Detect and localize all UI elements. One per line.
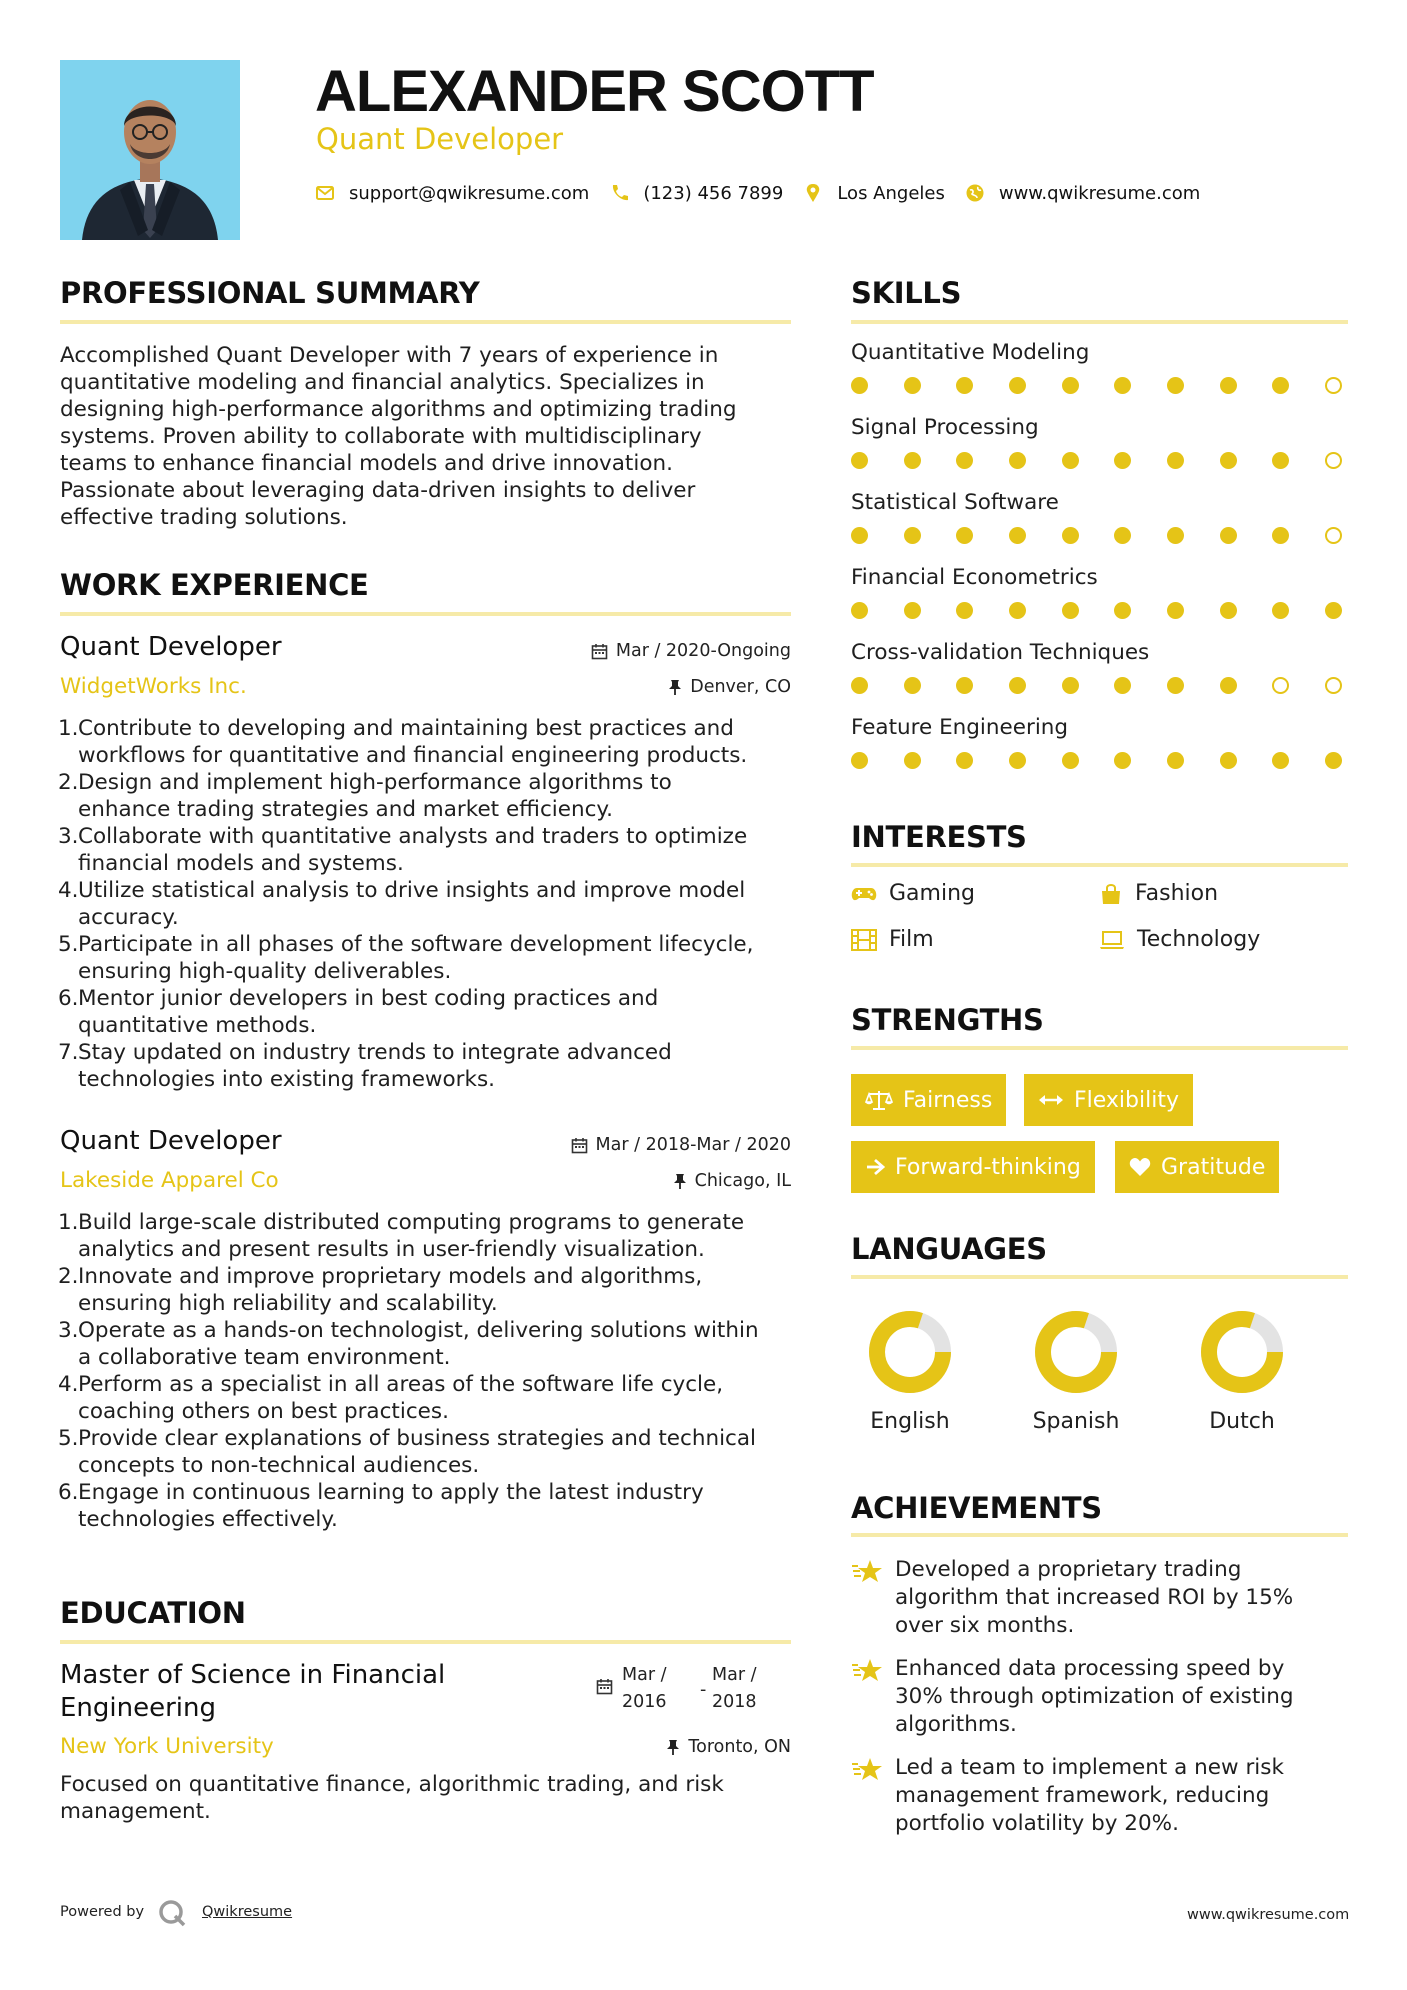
skills-heading: SKILLS [851,276,962,310]
rating-dot-filled [1220,677,1237,694]
edu-end-date [712,1662,757,1716]
candidate-name: ALEXANDER SCOTT [315,59,874,124]
rating-dot-filled [1167,752,1184,769]
strength-flexibility [1024,1074,1193,1126]
languages-list [851,1300,1348,1450]
star-award-icon [851,1558,883,1584]
achievement-item [851,1754,1348,1838]
job-bullets [60,1209,800,1533]
list-item: 6. Engage in continuous learning to apply the latest industry technologies effectively. [58,1480,704,1532]
achievements-heading: ACHIEVEMENTS [851,1491,1102,1525]
job-dates [491,641,791,661]
contact-location-text: Los Angeles [837,182,945,204]
calendar-icon [596,1678,613,1695]
rating-dot-filled [851,677,868,694]
contact-bar [315,178,1265,208]
degree-line: Master of Science in Financial [60,1660,446,1690]
globe-icon [965,183,985,203]
skill-name: Quantitative Modeling [851,340,1090,365]
achievement-line: portfolio volatility by 20%. [895,1811,1179,1836]
phone-icon [609,183,629,203]
rating-dot-filled [1009,452,1026,469]
rating-dot-filled [851,377,868,394]
job-location [491,677,791,697]
rating-dot-empty [1325,452,1342,469]
rating-dot-filled [956,752,973,769]
interests-rule [851,863,1348,867]
rating-dot-empty [1325,527,1342,544]
list-item: 5. Provide clear explanations of business strategies and technical concepts to non-technical audiences. [58,1426,757,1478]
language-name: English [870,1409,950,1434]
arrows-horizontal-icon [1038,1092,1064,1108]
list-item: 1. Contribute to developing and maintaining best practices and workflows for quantitative and financial engineering products. [58,716,748,768]
rating-dot-filled [851,527,868,544]
calendar-icon [571,1137,588,1154]
interest-label: Film [889,927,934,952]
rating-dot-filled [904,602,921,619]
achievement-line: 30% through optimization of existing [895,1684,1294,1709]
rating-dot-filled [1114,752,1131,769]
pushpin-icon [666,1739,680,1756]
achievement-line: Led a team to implement a new risk [895,1755,1284,1780]
list-item: 3. Operate as a hands-on technologist, delivering solutions within a collaborative team environment. [58,1318,759,1370]
laptop-icon [1099,930,1125,950]
rating-dot-filled [851,752,868,769]
skill-row [851,490,1342,544]
job-location [491,1171,791,1191]
list-item: 4. Utilize statistical analysis to drive insights and improve model accuracy. [58,878,746,930]
education-desc [60,1771,800,1825]
summary-line: systems. Proven ability to collaborate with multidisciplinary [60,424,702,449]
summary-line: designing high-performance algorithms and optimizing trading [60,397,737,422]
footer-website-link[interactable]: www.qwikresume.com [1187,1907,1350,1923]
edu-location-text: Toronto, ON [688,1737,791,1757]
date-separator: - [700,1680,707,1700]
achievement-line: over six months. [895,1613,1075,1638]
powered-by-label: Powered by [60,1904,145,1920]
contact-phone[interactable] [609,183,783,204]
job-dates [491,1135,791,1155]
rating-dot-filled [1114,377,1131,394]
rating-dot-filled [1220,377,1237,394]
edu-end-year: 2018 [712,1692,757,1712]
degree-title [60,1659,445,1725]
rating-dot-empty [1272,677,1289,694]
rating-dot-filled [1272,752,1289,769]
rating-dot-filled [1272,377,1289,394]
contact-email-text: support@qwikresume.com [349,182,590,204]
list-item: 6. Mentor junior developers in best coding practices and quantitative methods. [58,986,659,1038]
language-name: Spanish [1032,1409,1120,1434]
rating-dot-filled [904,377,921,394]
skill-row [851,640,1342,694]
interest-technology [1099,927,1260,952]
strength-label: Fairness [903,1087,993,1113]
summary-line: quantitative modeling and financial analytics. Specializes in [60,370,705,395]
job-dates-text: Mar / 2020-Ongoing [615,641,791,661]
job-dates-text: Mar / 2018-Mar / 2020 [595,1135,791,1155]
skill-rating [851,377,1342,394]
edu-end-month: Mar / [712,1665,757,1685]
summary-line: Accomplished Quant Developer with 7 years of experience in [60,343,719,368]
pushpin-icon [668,679,682,696]
list-item: 2. Innovate and improve proprietary models and algorithms, ensuring high reliability and scalability. [58,1264,703,1316]
achievements-rule [851,1533,1348,1537]
rating-dot-filled [1220,752,1237,769]
language-ring [1034,1310,1118,1394]
interests-heading: INTERESTS [851,820,1027,854]
contact-location [803,183,945,204]
balance-scale-icon [865,1089,893,1111]
rating-dot-filled [1325,602,1342,619]
summary-line: teams to enhance financial models and drive innovation. [60,451,673,476]
languages-rule [851,1275,1348,1279]
list-item: 3. Collaborate with quantitative analysts and traders to optimize financial models and systems. [58,824,748,876]
envelope-icon [315,183,335,203]
map-pin-icon [803,183,823,203]
rating-dot-empty [1325,677,1342,694]
rating-dot-filled [851,602,868,619]
work-heading: WORK EXPERIENCE [60,568,369,602]
rating-dot-filled [1062,602,1079,619]
strengths-heading: STRENGTHS [851,1003,1044,1037]
strength-label: Forward-thinking [895,1154,1081,1180]
summary-line: Passionate about leveraging data-driven insights to deliver [60,478,696,503]
job-location-text: Chicago, IL [694,1171,791,1191]
job-company: WidgetWorks Inc. [60,674,247,699]
rating-dot-filled [1167,602,1184,619]
gamepad-icon [851,884,877,904]
rating-dot-filled [1114,452,1131,469]
rating-dot-filled [1167,677,1184,694]
summary-heading: PROFESSIONAL SUMMARY [60,276,480,310]
rating-dot-filled [1272,527,1289,544]
skill-rating [851,527,1342,544]
skill-rating [851,602,1342,619]
languages-heading: LANGUAGES [851,1232,1047,1266]
skills-rule [851,320,1348,324]
arrow-right-icon [865,1158,885,1176]
job-title: Quant Developer [60,1126,282,1156]
rating-dot-filled [956,602,973,619]
profile-photo [60,60,240,240]
rating-dot-filled [1062,377,1079,394]
edu-start-date [622,1662,667,1716]
rating-dot-filled [1167,452,1184,469]
rating-dot-filled [1009,602,1026,619]
skill-row [851,415,1342,469]
skill-rating [851,752,1342,769]
job-title: Quant Developer [60,632,282,662]
skill-name: Signal Processing [851,415,1039,440]
candidate-role: Quant Developer [316,122,564,156]
skill-name: Cross-validation Techniques [851,640,1150,665]
summary-line: effective trading solutions. [60,505,348,530]
education-rule [60,1640,791,1644]
pushpin-icon [673,1173,687,1190]
job-bullets [60,715,800,1093]
list-item: 7. Stay updated on industry trends to integrate advanced technologies into existing frameworks. [58,1040,672,1092]
rating-dot-filled [1009,677,1026,694]
contact-email[interactable] [315,183,589,204]
interest-label: Gaming [889,881,975,906]
list-item: 2. Design and implement high-performance algorithms to enhance trading strategies and market efficiency. [58,770,672,822]
achievement-line: Developed a proprietary trading [895,1557,1242,1582]
interest-film [851,927,934,952]
interest-fashion [1099,881,1218,906]
contact-phone-text: (123) 456 7899 [643,182,784,204]
education-heading: EDUCATION [60,1596,246,1630]
rating-dot-filled [1062,452,1079,469]
summary-text [60,342,791,531]
contact-website-text: www.qwikresume.com [998,182,1201,204]
rating-dot-filled [1167,377,1184,394]
education-desc-line: Focused on quantitative finance, algorithmic trading, and risk [60,1772,724,1797]
achievement-item [851,1655,1348,1739]
achievement-line: algorithms. [895,1712,1017,1737]
rating-dot-filled [1062,752,1079,769]
strength-gratitude [1115,1141,1279,1193]
edu-start-month: Mar / [622,1665,667,1685]
language-ring [868,1310,952,1394]
rating-dot-filled [1009,527,1026,544]
skill-name: Statistical Software [851,490,1059,515]
rating-dot-filled [1272,452,1289,469]
star-award-icon [851,1756,883,1782]
summary-rule [60,320,791,324]
job-location-text: Denver, CO [690,677,791,697]
strength-label: Gratitude [1161,1154,1266,1180]
rating-dot-filled [1009,377,1026,394]
achievement-item [851,1556,1348,1640]
skill-rating [851,677,1342,694]
rating-dot-filled [1009,752,1026,769]
calendar-icon [591,643,608,660]
rating-dot-filled [904,527,921,544]
interest-label: Technology [1137,927,1261,952]
edu-location [491,1737,791,1757]
list-item: 5. Participate in all phases of the software development lifecycle, ensuring high-quality deliverables. [58,932,754,984]
degree-line: Engineering [60,1693,216,1723]
rating-dot-filled [1220,602,1237,619]
rating-dot-filled [851,452,868,469]
language-name: Dutch [1209,1409,1275,1434]
rating-dot-filled [1325,752,1342,769]
work-rule [60,612,791,616]
strength-forward-thinking [851,1141,1095,1193]
rating-dot-filled [956,677,973,694]
star-award-icon [851,1657,883,1683]
rating-dot-filled [1272,602,1289,619]
strengths-rule [851,1046,1348,1050]
skill-row [851,715,1342,769]
skill-row [851,340,1342,394]
rating-dot-empty [1325,377,1342,394]
rating-dot-filled [1167,527,1184,544]
qwikresume-logo-icon [158,1899,186,1927]
skill-row [851,565,1342,619]
strength-label: Flexibility [1074,1087,1179,1113]
school-name: New York University [60,1734,274,1759]
film-icon [851,929,877,951]
rating-dot-filled [1220,527,1237,544]
skill-name: Feature Engineering [851,715,1069,740]
list-item: 4. Perform as a specialist in all areas of the software life cycle, coaching others on best practices. [58,1372,724,1424]
language-ring [1200,1310,1284,1394]
strength-fairness [851,1074,1006,1126]
interest-gaming [851,881,975,906]
skill-rating [851,452,1342,469]
rating-dot-filled [904,677,921,694]
rating-dot-filled [1114,602,1131,619]
rating-dot-filled [956,527,973,544]
rating-dot-filled [904,752,921,769]
list-item: 1. Build large-scale distributed computing programs to generate analytics and present results in user-friendly visualization. [58,1210,745,1262]
rating-dot-filled [1114,677,1131,694]
achievement-line: Enhanced data processing speed by [895,1656,1285,1681]
rating-dot-filled [956,377,973,394]
rating-dot-filled [904,452,921,469]
rating-dot-filled [1220,452,1237,469]
shopping-bag-icon [1099,883,1123,905]
job-company: Lakeside Apparel Co [60,1168,279,1193]
rating-dot-filled [1062,677,1079,694]
contact-website[interactable] [965,183,1200,204]
edu-start-year: 2016 [622,1692,667,1712]
skill-name: Financial Econometrics [851,565,1098,590]
education-desc-line: management. [60,1799,211,1824]
heart-icon [1129,1157,1151,1177]
qwikresume-link[interactable]: Qwikresume [202,1904,293,1920]
achievement-line: management framework, reducing [895,1783,1270,1808]
interest-label: Fashion [1135,881,1219,906]
rating-dot-filled [956,452,973,469]
rating-dot-filled [1114,527,1131,544]
achievement-line: algorithm that increased ROI by 15% [895,1585,1294,1610]
rating-dot-filled [1062,527,1079,544]
